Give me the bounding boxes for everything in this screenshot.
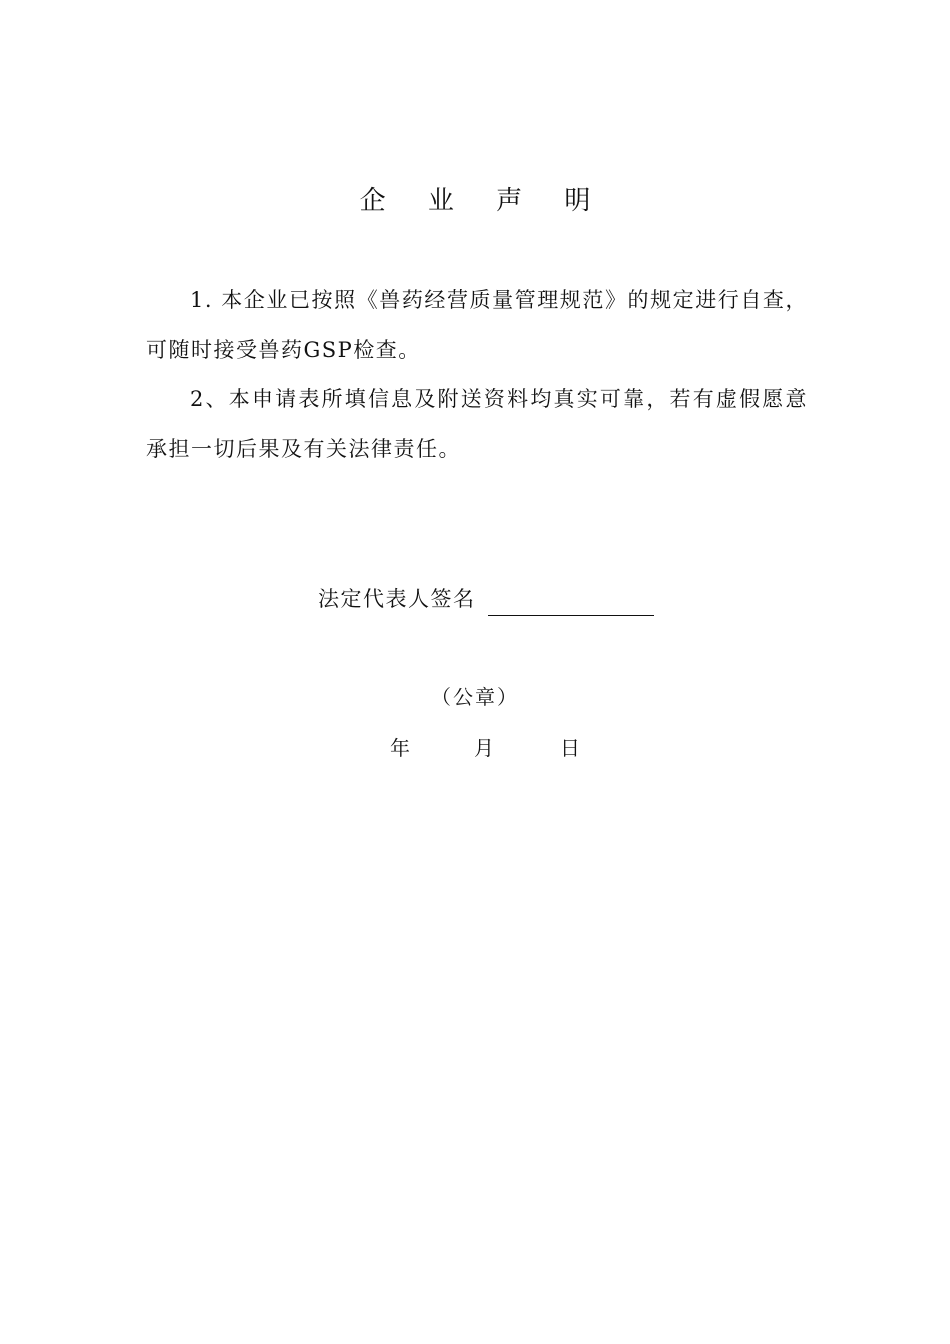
official-seal-label: （公章） [431,685,519,709]
date-day-label: 日 [560,736,580,760]
date-year-label: 年 [390,736,410,760]
signature-line [488,589,654,616]
date-row [390,733,580,763]
declaration-paragraph-2: 2、本申请表所填信息及附送资料均真实可靠，若有虚假愿意承担一切后果及有关法律责任。 [146,387,808,461]
document-title: 企 业 声 明 [359,186,608,216]
date-month-label: 月 [474,736,494,760]
signature-label: 法定代表人签名 [318,587,476,611]
declaration-paragraph-1: 1. 本企业已按照《兽药经营质量管理规范》的规定进行自查，可随时接受兽药GSP检查。 [146,288,808,362]
signature-row [318,582,654,616]
